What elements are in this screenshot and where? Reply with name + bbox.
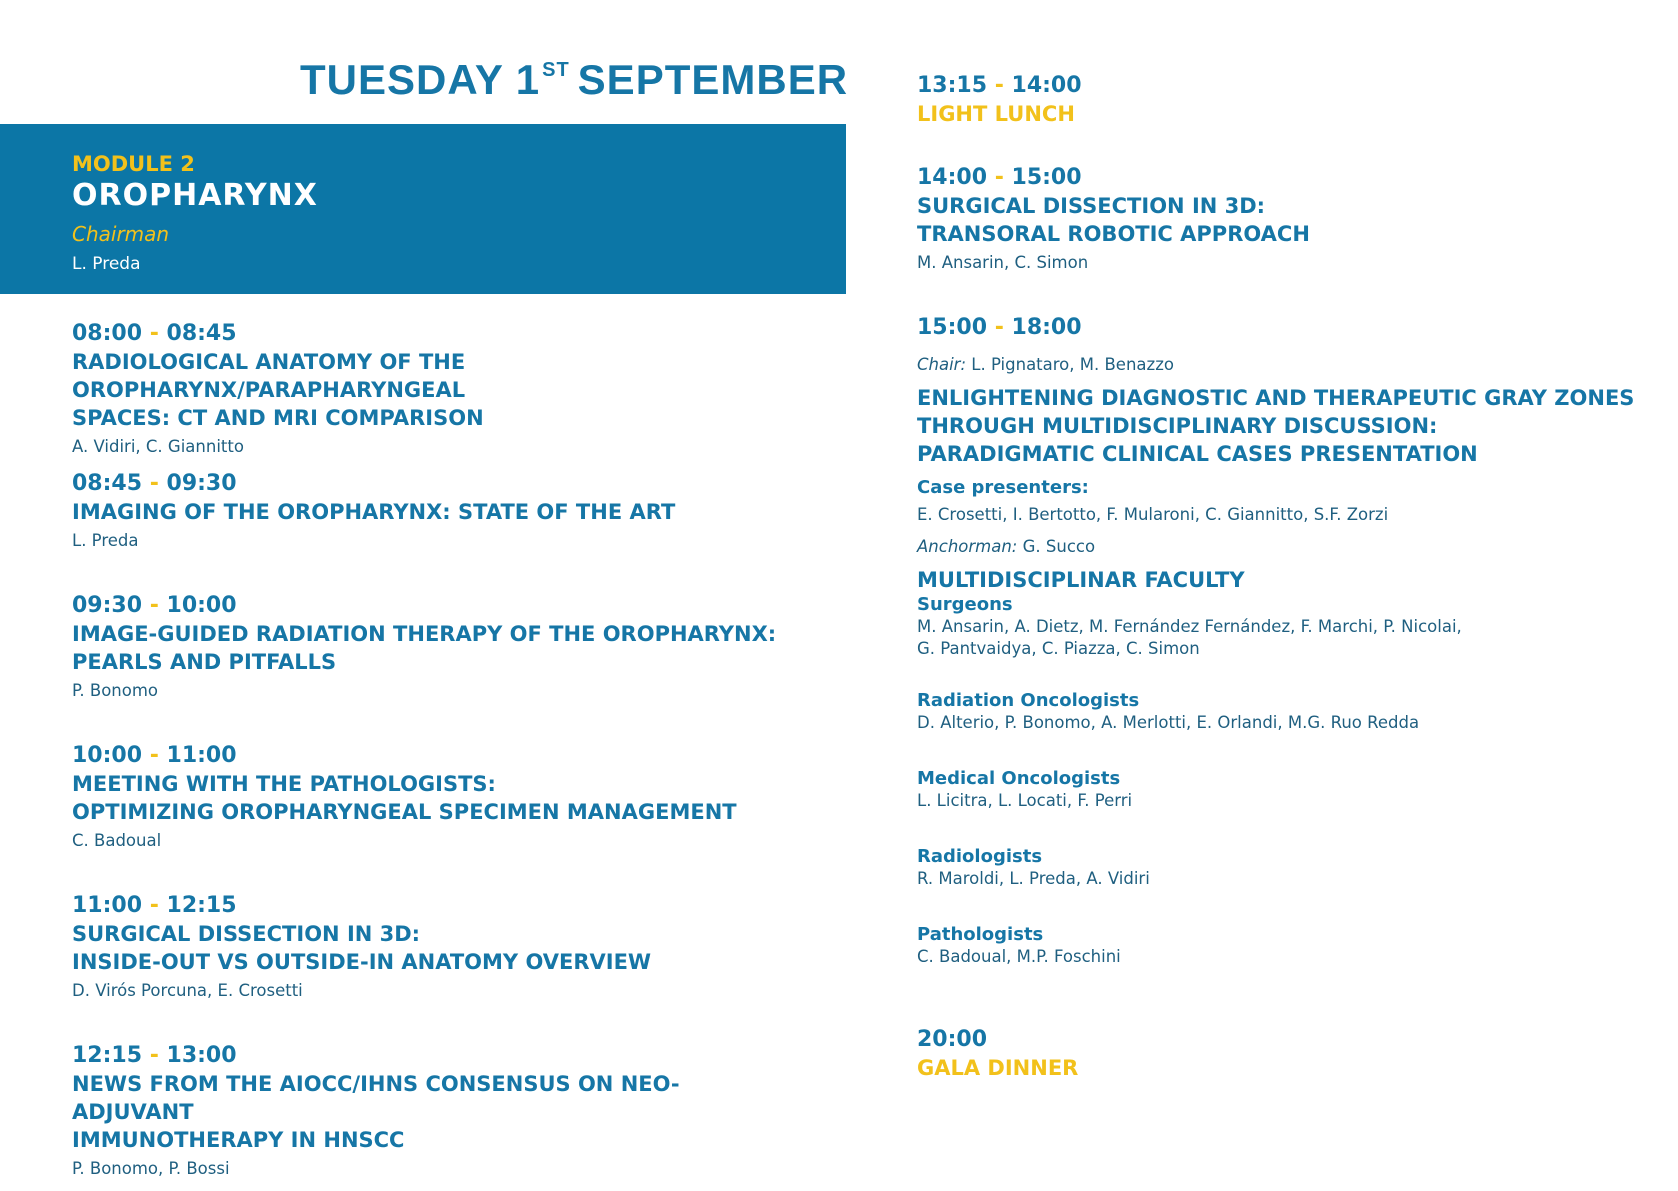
case-presenters-label: Case presenters: xyxy=(917,477,1089,498)
day-suffix: ST xyxy=(542,59,570,81)
lunch-time: 13:15 - 14:00 xyxy=(917,73,1082,98)
session-title: MEETING WITH THE PATHOLOGISTS: OPTIMIZING OROPHARYNGEAL SPECIMEN MANAGEMENT xyxy=(72,772,737,824)
faculty-group-names: R. Maroldi, L. Preda, A. Vidiri xyxy=(917,869,1150,888)
faculty-group-names: L. Licitra, L. Locati, F. Perri xyxy=(917,791,1133,810)
session-time: 09:30 - 10:00 xyxy=(72,593,237,618)
faculty-group xyxy=(917,690,1637,734)
session-item xyxy=(72,742,792,892)
dinner-time: 20:00 xyxy=(917,1027,988,1052)
session-item xyxy=(72,592,792,742)
faculty-group-names: C. Badoual, M.P. Foschini xyxy=(917,947,1121,966)
session-title: SURGICAL DISSECTION IN 3D: INSIDE-OUT VS OUTSIDE-IN ANATOMY OVERVIEW xyxy=(72,922,652,974)
session-speakers: M. Ansarin, C. Simon xyxy=(917,253,1089,272)
module-banner xyxy=(0,124,846,294)
faculty-group-names: D. Alterio, P. Bonomo, A. Merlotti, E. Orlandi, M.G. Ruo Redda xyxy=(917,713,1420,732)
faculty-heading: MULTIDISCIPLINAR FACULTY xyxy=(917,568,1245,592)
session-title: RADIOLOGICAL ANATOMY OF THE OROPHARYNX/PARAPHARYNGEAL SPACES: CT AND MRI COMPARISON xyxy=(72,350,484,430)
faculty-group xyxy=(917,768,1637,812)
day-title-text: TUESDAY 1 xyxy=(300,56,541,103)
session-item xyxy=(917,314,1637,968)
session-time: 15:00 - 18:00 xyxy=(917,315,1082,340)
session-chair: Chair: L. Pignataro, M. Benazzo xyxy=(917,355,1174,374)
session-item xyxy=(917,164,1637,314)
afternoon-program xyxy=(917,72,1637,1082)
anchorman: Anchorman: G. Succo xyxy=(917,537,1096,556)
session-time: 08:00 - 08:45 xyxy=(72,321,237,346)
session-title: NEWS FROM THE AIOCC/IHNS CONSENSUS ON NEO-ADJUVANT IMMUNOTHERAPY IN HNSCC xyxy=(72,1072,680,1152)
faculty-group-label: Surgeons xyxy=(917,594,1013,615)
faculty-group xyxy=(917,924,1637,968)
session-time: 10:00 - 11:00 xyxy=(72,743,237,768)
session-speakers: D. Virós Porcuna, E. Crosetti xyxy=(72,981,303,1000)
dinner-item xyxy=(917,1026,1637,1082)
session-item xyxy=(72,470,792,592)
lunch-title: LIGHT LUNCH xyxy=(917,102,1075,126)
session-speakers: C. Badoual xyxy=(72,831,162,850)
session-time: 12:15 - 13:00 xyxy=(72,1043,237,1068)
session-speakers: A. Vidiri, C. Giannitto xyxy=(72,437,244,456)
session-item xyxy=(72,320,792,470)
session-item xyxy=(72,1042,792,1178)
faculty-group-names: M. Ansarin, A. Dietz, M. Fernández Fernández, F. Marchi, P. Nicolai, G. Pantvaidya, C. Piazza, C. Simon xyxy=(917,617,1462,658)
faculty-group-label: Radiologists xyxy=(917,846,1043,867)
dinner-title: GALA DINNER xyxy=(917,1056,1079,1080)
module-title: OROPHARYNX xyxy=(72,178,318,213)
session-title: SURGICAL DISSECTION IN 3D: TRANSORAL ROBOTIC APPROACH xyxy=(917,194,1310,246)
module-chair: L. Preda xyxy=(72,254,141,274)
session-title: IMAGING OF THE OROPHARYNX: STATE OF THE ART xyxy=(72,500,676,524)
day-title xyxy=(300,56,848,104)
month-text: SEPTEMBER xyxy=(577,56,849,103)
module-chair-label: Chairman xyxy=(72,222,170,246)
faculty-group xyxy=(917,846,1637,890)
morning-program xyxy=(72,320,792,1178)
session-item xyxy=(72,892,792,1042)
session-title: ENLIGHTENING DIAGNOSTIC AND THERAPEUTIC GRAY ZONES THROUGH MULTIDISCIPLINARY DISCUSSION: PARADIGMATIC CLINICAL CASES PRESENTATION xyxy=(917,386,1635,466)
faculty-group-label: Radiation Oncologists xyxy=(917,690,1140,711)
session-speakers: L. Preda xyxy=(72,531,139,550)
faculty-group-label: Medical Oncologists xyxy=(917,768,1121,789)
session-speakers: P. Bonomo, P. Bossi xyxy=(72,1159,230,1178)
lunch-item xyxy=(917,72,1637,164)
session-title: IMAGE-GUIDED RADIATION THERAPY OF THE OROPHARYNX: PEARLS AND PITFALLS xyxy=(72,622,777,674)
module-label: MODULE 2 xyxy=(72,152,195,176)
faculty-group-label: Pathologists xyxy=(917,924,1044,945)
faculty-group xyxy=(917,594,1637,660)
session-time: 08:45 - 09:30 xyxy=(72,471,237,496)
session-time: 11:00 - 12:15 xyxy=(72,893,237,918)
session-time: 14:00 - 15:00 xyxy=(917,165,1082,190)
session-speakers: P. Bonomo xyxy=(72,681,159,700)
case-presenters: E. Crosetti, I. Bertotto, F. Mularoni, C. Giannitto, S.F. Zorzi xyxy=(917,505,1389,524)
